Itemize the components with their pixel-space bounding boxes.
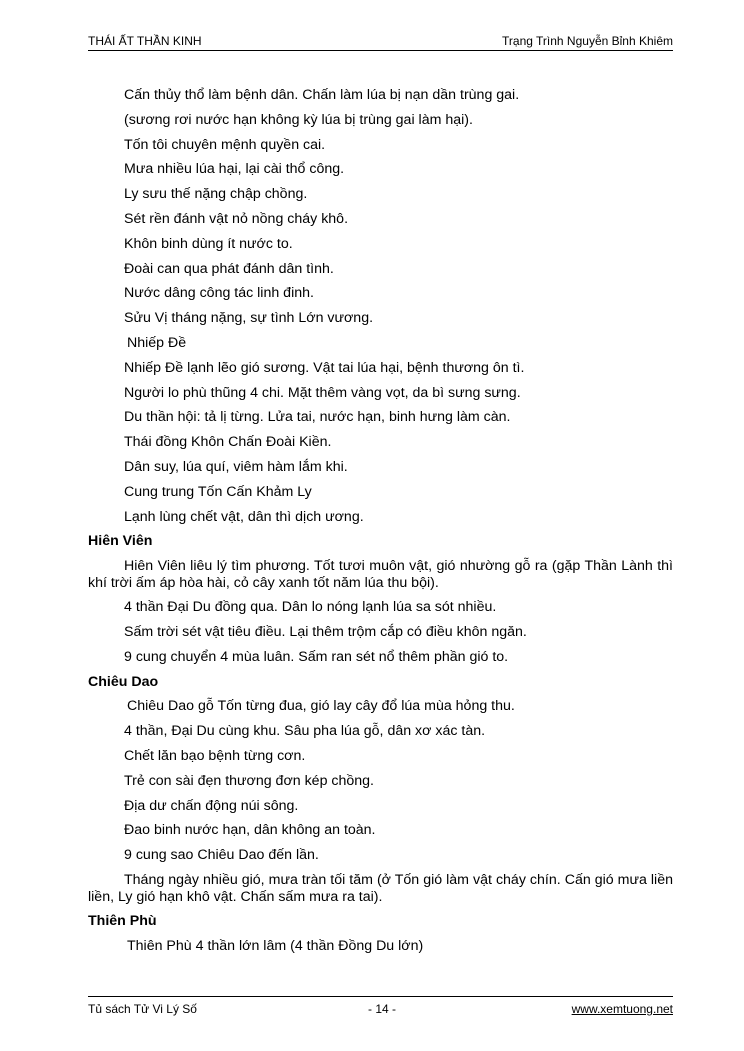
verse-line: Mưa nhiều lúa hại, lại cài thổ công.: [124, 161, 345, 178]
verse-line: Ly sưu thế nặng chập chồng.: [124, 186, 308, 203]
verse-line: Sấm trời sét vật tiêu điều. Lại thêm trộm cắp có điều khôn ngăn.: [124, 623, 527, 640]
section-heading-chieu-dao: Chiêu Dao: [88, 673, 159, 690]
header-author: Trạng Trình Nguyễn Bỉnh Khiêm: [502, 34, 673, 48]
paragraph-text: Tháng ngày nhiều gió, mưa tràn tối tăm (ở Tốn gió làm vật cháy chín. Cấn gió mưa liền liền, Ly gió hạn khô vật. Chấn sấm mưa ra tai).: [88, 871, 673, 905]
paragraph: [88, 868, 673, 909]
subheading-nhiep-de: Nhiếp Đề: [127, 334, 187, 351]
verse-line: Nhiếp Đề lạnh lẽo gió sương. Vật tai lúa hại, bệnh thương ôn tì.: [124, 359, 525, 376]
verse-line: Lạnh lùng chết vật, dân thì dịch ương.: [124, 508, 364, 525]
verse-line: 9 cung chuyển 4 mùa luân. Sấm ran sét nổ thêm phần gió to.: [124, 648, 509, 665]
page-body: [88, 83, 673, 959]
page-number: - 14 -: [368, 1002, 397, 1016]
section-heading-hien-vien: Hiên Viên: [88, 533, 153, 550]
footer-website-link[interactable]: www.xemtuong.net: [571, 1002, 673, 1016]
verse-line: Nước dâng công tác linh đinh.: [124, 285, 314, 302]
verse-line: 4 thần, Đại Du cùng khu. Sâu pha lúa gỗ, dân xơ xác tàn.: [124, 723, 486, 740]
verse-line: Sét rền đánh vật nỏ nồng cháy khô.: [124, 210, 349, 227]
verse-line: Thiên Phù 4 thần lớn lâm (4 thần Đồng Du lớn): [127, 937, 424, 954]
verse-line: 9 cung sao Chiêu Dao đến lần.: [124, 847, 319, 864]
paragraph-text: Hiên Viên liêu lý tìm phương. Tốt tươi muôn vật, gió nhường gỗ ra (gặp Thần Lành thì khí trời ấm áp hòa hài, cỏ cây xanh tốt năm lúa thu bội).: [88, 558, 673, 592]
verse-line: Cung trung Tốn Cấn Khảm Ly: [124, 483, 312, 500]
verse-line: Đoài can qua phát đánh dân tình.: [124, 260, 334, 277]
header-book-title: THÁI ẤT THẦN KINH: [88, 34, 202, 48]
verse-line: Địa dư chấn động núi sông.: [124, 797, 299, 814]
verse-line: Chết lăn bạo bệnh từng cơn.: [124, 747, 306, 764]
verse-line: Thái đồng Khôn Chấn Đoài Kiền.: [124, 434, 332, 451]
footer-series: Tủ sách Tử Vi Lý Số: [88, 1002, 197, 1016]
verse-line: Tốn tôi chuyên mệnh quyền cai.: [124, 136, 326, 153]
verse-line: Người lo phù thũng 4 chi. Mặt thêm vàng vọt, da bì sưng sưng.: [124, 384, 521, 401]
verse-line: Đao binh nước hạn, dân không an toàn.: [124, 822, 376, 839]
verse-line: Du thần hội: tả lị từng. Lửa tai, nước hạn, binh hưng làm càn.: [124, 409, 511, 426]
verse-line: Chiêu Dao gỗ Tốn từng đua, gió lay cây đổ lúa mùa hỏng thu.: [127, 698, 515, 715]
section-heading-thien-phu: Thiên Phù: [88, 912, 157, 929]
paragraph: [88, 554, 673, 595]
page-header: [88, 32, 673, 51]
verse-line: Sửu Vị tháng nặng, sự tình Lớn vương.: [124, 310, 374, 327]
verse-line: (sương rơi nước hạn không kỳ lúa bị trùng gai làm hại).: [124, 111, 473, 128]
verse-line: 4 thần Đại Du đồng qua. Dân lo nóng lạnh lúa sa sót nhiều.: [124, 599, 497, 616]
verse-line: Khôn binh dùng ít nước to.: [124, 235, 293, 252]
verse-line: Cấn thủy thổ làm bệnh dân. Chấn làm lúa bị nạn dần trùng gai.: [124, 87, 520, 103]
verse-line: Dân suy, lúa quí, viêm hàm lắm khi.: [124, 458, 348, 475]
verse-line: Trẻ con sài đẹn thương đơn kép chồng.: [124, 772, 374, 789]
page-footer: [88, 996, 673, 1019]
